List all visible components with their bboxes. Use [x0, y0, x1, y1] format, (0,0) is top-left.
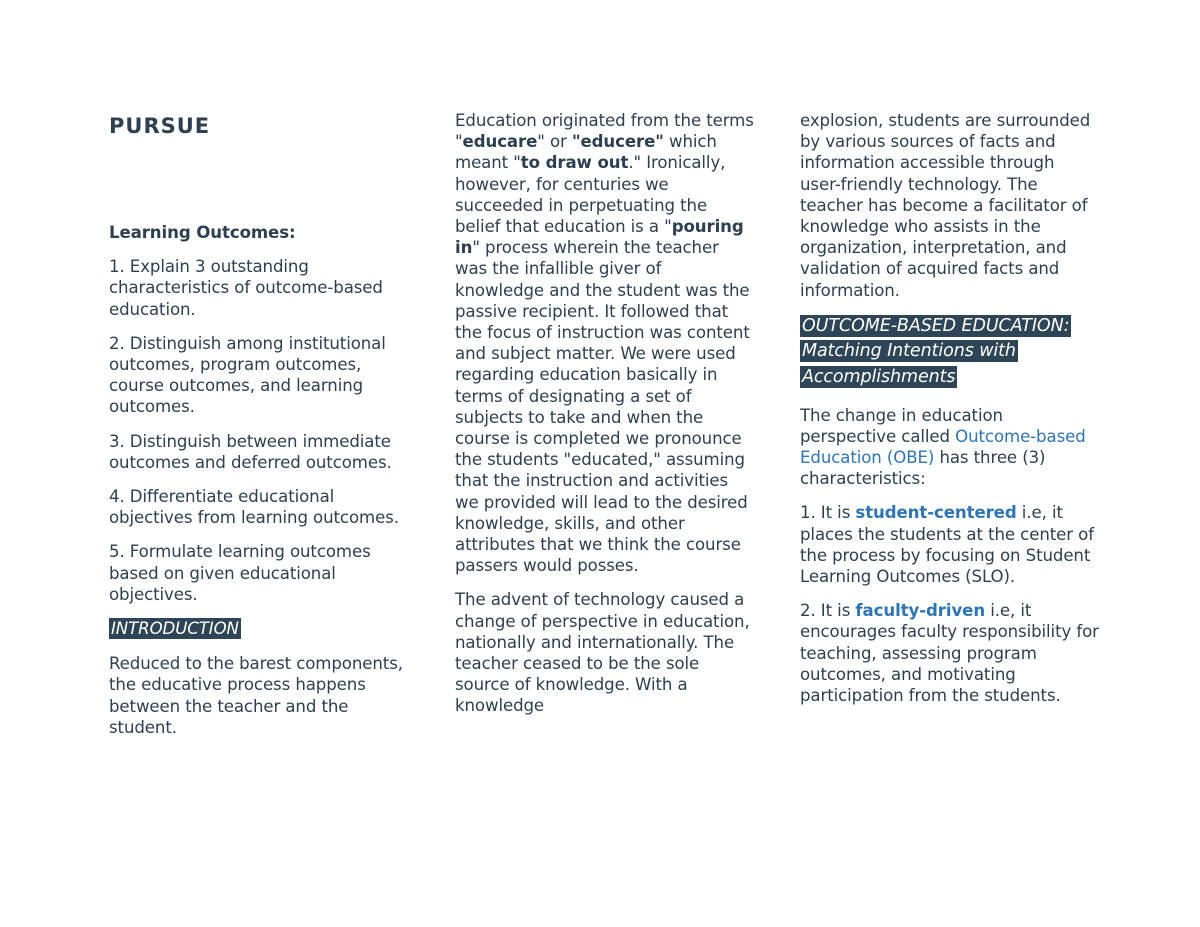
column-middle — [455, 110, 755, 730]
introduction-text: Reduced to the barest components, the educative process happens between the teacher and the student. — [109, 654, 403, 737]
education-origin-paragraph: Education originated from the terms "educare" or "educere" which meant "to draw out." Ironically, however, for centuries we succeeded in perpetuating the belief that education is a "pouring in" process wherein the teacher was the infallible giver of knowledge and the student was the passive recipient. It followed that the focus of instruction was content and subject matter. We were used regarding education basically in terms of designating a set of subjects to take and when the course is completed we pronounce the students "educated," assuming that the instruction and activities we provided will lead to the desired knowledge, skills, and other attributes that we think the course passers would posses. — [455, 111, 754, 576]
obe-intro-paragraph: The change in education perspective called Outcome-based Education (OBE) has three (3) characteristics: — [800, 405, 1086, 489]
term-educare: educare — [462, 132, 538, 152]
term-student-centered: student-centered — [855, 503, 1017, 523]
outcome-item-1: 1. Explain 3 outstanding characteristics of outcome-based education. — [109, 257, 383, 319]
knowledge-explosion-paragraph: explosion, students are surrounded by various sources of facts and information accessible through user-friendly technology. The teacher has become a facilitator of knowledge who assists in the organization, interpretation, and validation of acquired facts and information. — [800, 111, 1091, 300]
term-educere: "educere" — [571, 132, 664, 152]
obe-term: Outcome-based Education (OBE) — [800, 426, 1086, 468]
introduction-heading: INTRODUCTION — [111, 619, 239, 639]
technology-paragraph: The advent of technology caused a change of perspective in education, nationally and internationally. The teacher ceased to be the sole source of knowledge. With a knowledge — [455, 590, 750, 716]
outcome-item-2: 2. Distinguish among institutional outcomes, program outcomes, course outcomes, and learning outcomes. — [109, 333, 386, 417]
learning-outcomes-heading: Learning Outcomes: — [109, 223, 296, 242]
page-title: PURSUE — [109, 114, 211, 138]
outcome-item-3: 3. Distinguish between immediate outcomes and deferred outcomes. — [109, 431, 392, 472]
obe-heading-wrap — [800, 314, 1100, 391]
introduction-heading-wrap — [109, 618, 409, 639]
column-left — [109, 108, 409, 751]
outcome-item-5: 5. Formulate learning outcomes based on given educational objectives. — [109, 542, 371, 604]
column-right — [800, 110, 1100, 719]
term-faculty-driven: faculty-driven — [855, 601, 986, 621]
obe-heading: OUTCOME-BASED EDUCATION: Matching Intentions with Accomplishments — [802, 315, 1070, 388]
term-to-draw-out: to draw out — [520, 153, 629, 173]
term-pouring-in: pouring in — [455, 217, 744, 258]
characteristic-item-2: 2. It is faculty-driven i.e, it encourages faculty responsibility for teaching, assessing program outcomes, and motivating participation from the students. — [800, 601, 1099, 706]
outcome-item-4: 4. Differentiate educational objectives from learning outcomes. — [109, 487, 399, 528]
characteristic-item-1: 1. It is student-centered i.e, it places the students at the center of the process by focusing on Student Learning Outcomes (SLO). — [800, 503, 1094, 587]
